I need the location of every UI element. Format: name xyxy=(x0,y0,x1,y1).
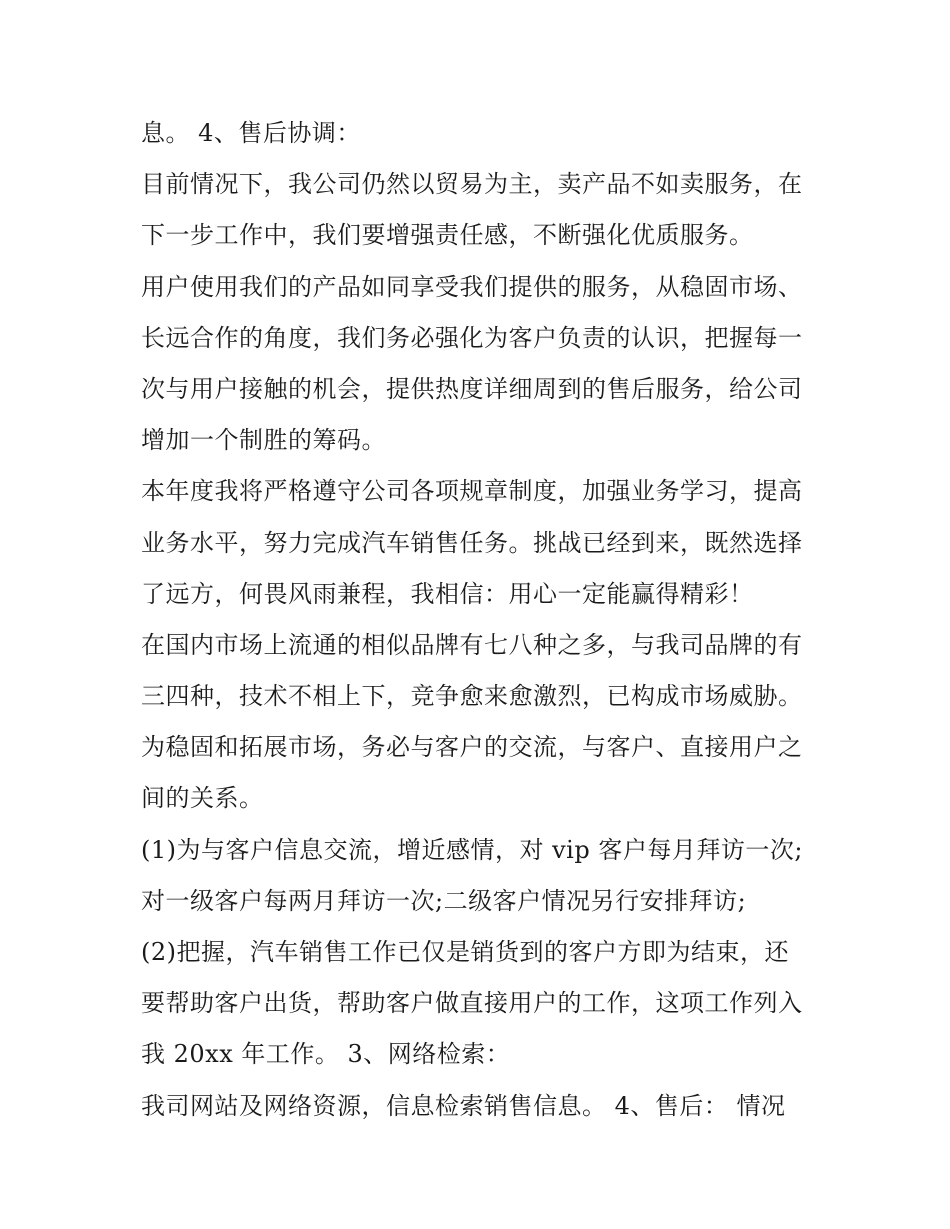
text-line: 我司网站及网络资源，信息检索销售信息。 4、售后： 情况 xyxy=(141,1091,786,1120)
text-line: 我 20xx 年工作。 3、网络检索： xyxy=(141,1040,511,1069)
text-line: 下一步工作中，我们要增强责任感，不断强化优质服务。 xyxy=(141,221,754,250)
text-line: 对一级客户每两月拜访一次;二级客户情况另行安排拜访; xyxy=(141,886,747,915)
text-line: 间的关系。 xyxy=(141,784,264,813)
text-line: 增加一个制胜的筹码。 xyxy=(141,426,386,455)
text-line: 三四种，技术不相上下，竞争愈来愈激烈，已构成市场威胁。 xyxy=(141,682,803,711)
text-line: 目前情况下，我公司仍然以贸易为主，卖产品不如卖服务，在 xyxy=(141,170,803,199)
text-line: 本年度我将严格遵守公司各项规章制度，加强业务学习，提高 xyxy=(141,477,803,506)
text-line: 为稳固和拓展市场，务必与客户的交流，与客户、直接用户之 xyxy=(141,733,803,762)
text-line: 要帮助客户出货，帮助客户做直接用户的工作，这项工作列入 xyxy=(141,989,803,1018)
text-line: 在国内市场上流通的相似品牌有七八种之多，与我司品牌的有 xyxy=(141,630,803,659)
text-line: 业务水平，努力完成汽车销售任务。挑战已经到来，既然选择 xyxy=(141,528,803,557)
text-line: (2)把握，汽车销售工作已仅是销货到的客户方即为结束，还 xyxy=(141,938,789,966)
body-text xyxy=(141,108,821,1132)
text-line: 用户使用我们的产品如同享受我们提供的服务，从稳固市场、 xyxy=(141,272,803,301)
text-line: 了远方，何畏风雨兼程，我相信：用心一定能赢得精彩！ xyxy=(141,579,754,608)
text-line: 息。 4、售后协调： xyxy=(141,119,361,147)
text-line: 次与用户接触的机会，提供热度详细周到的售后服务，给公司 xyxy=(141,374,803,403)
text-line: (1)为与客户信息交流，增近感情，对 vip 客户每月拜访一次; xyxy=(141,835,803,864)
text-line: 长远合作的角度，我们务必强化为客户负责的认识，把握每一 xyxy=(141,323,803,352)
